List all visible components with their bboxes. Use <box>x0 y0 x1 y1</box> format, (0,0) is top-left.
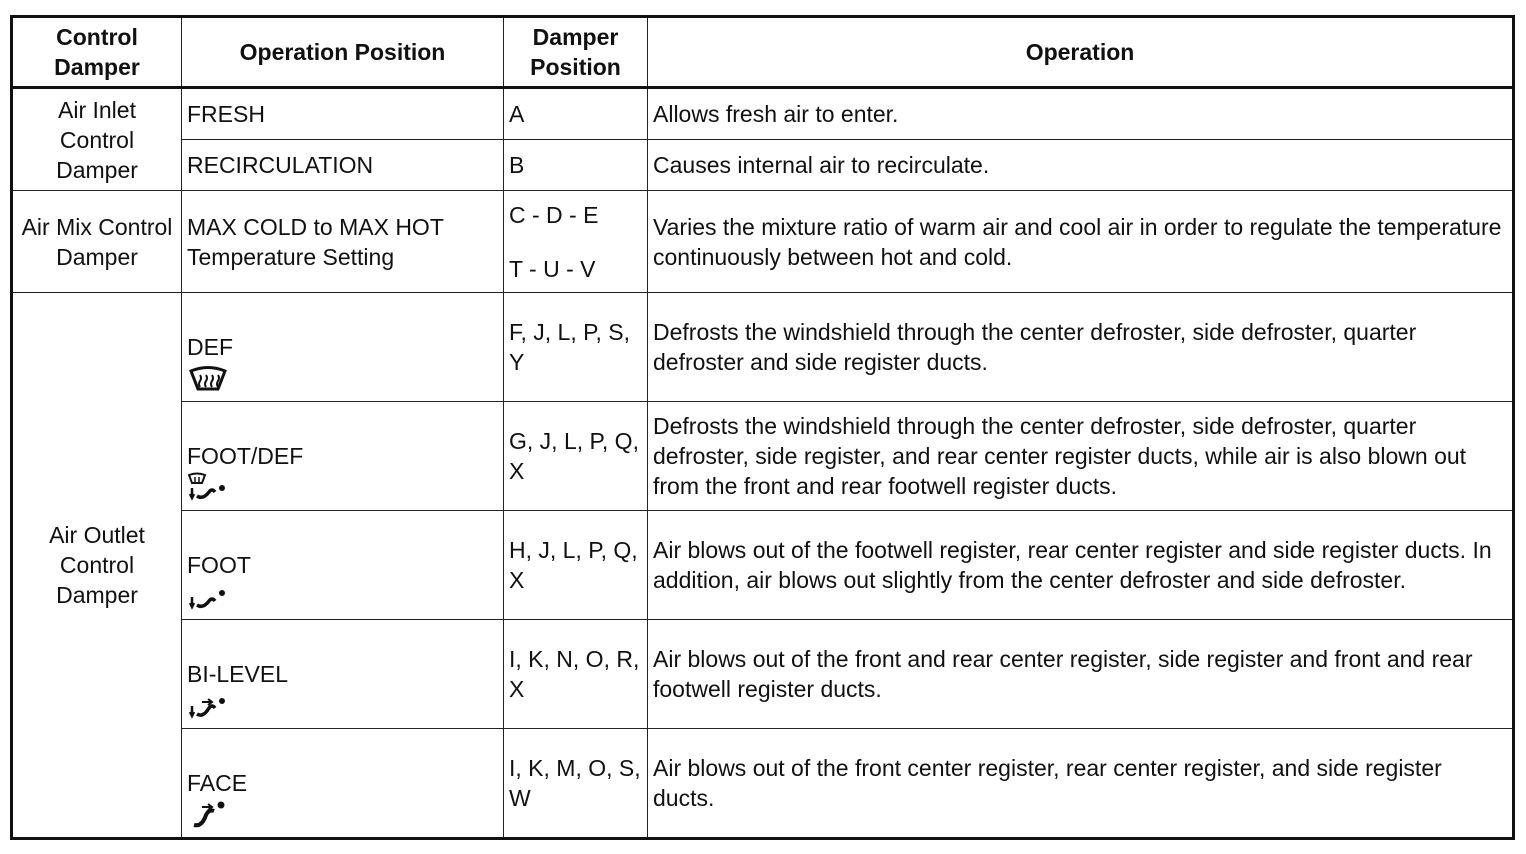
face-icon <box>188 799 228 829</box>
table-row <box>12 293 1514 402</box>
damper-position: A <box>504 88 648 140</box>
header-control-damper: Control Damper <box>12 17 182 88</box>
operation-position: FRESH <box>182 88 504 140</box>
damper-position-bottom: T - U - V <box>509 255 596 282</box>
operation-position-cell <box>182 620 504 729</box>
operation-text: Air blows out of the footwell register, rear center register and side register ducts. In addition, air blows out slightly from the center defroster and side defroster. <box>648 511 1514 620</box>
damper-position: B <box>504 140 648 191</box>
operation-position-cell <box>182 729 504 839</box>
operation-position: FOOT/DEF <box>187 443 304 469</box>
damper-position-cell <box>504 191 648 293</box>
damper-position: I, K, N, O, R, X <box>504 620 648 729</box>
table-row <box>12 191 1514 293</box>
table-row <box>12 140 1514 191</box>
table-row <box>12 88 1514 140</box>
damper-position: G, J, L, P, Q, X <box>504 402 648 511</box>
damper-position: I, K, M, O, S, W <box>504 729 648 839</box>
damper-position: H, J, L, P, Q, X <box>504 511 648 620</box>
table-row <box>12 729 1514 839</box>
group-air-mix: Air Mix Control Damper <box>12 191 182 293</box>
operation-position: MAX COLD to MAX HOT Temperature Setting <box>182 191 504 293</box>
operation-position: BI-LEVEL <box>187 661 288 687</box>
operation-position: FACE <box>187 770 248 796</box>
operation-position: DEF <box>187 334 233 360</box>
operation-position: RECIRCULATION <box>182 140 504 191</box>
bi-level-icon <box>188 694 228 720</box>
foot-defrost-icon <box>188 472 228 502</box>
operation-text: Defrosts the windshield through the center defroster, side defroster, quarter defroster, side register, and rear center register ducts, while air is also blown out from the front and rear footwell register ducts. <box>648 402 1514 511</box>
operation-position-cell <box>182 511 504 620</box>
operation-text: Allows fresh air to enter. <box>648 88 1514 140</box>
table-row <box>12 511 1514 620</box>
operation-position: FOOT <box>187 552 251 578</box>
header-operation: Operation <box>648 17 1514 88</box>
operation-text: Air blows out of the front and rear center register, side register and front and rear footwell register ducts. <box>648 620 1514 729</box>
table-row <box>12 402 1514 511</box>
defrost-icon <box>188 365 228 393</box>
operation-text: Air blows out of the front center register, rear center register, and side register ducts. <box>648 729 1514 839</box>
damper-position-top: C - D - E <box>509 201 599 228</box>
operation-text: Defrosts the windshield through the center defroster, side defroster, quarter defroster and side register ducts. <box>648 293 1514 402</box>
header-damper-position: Damper Position <box>504 17 648 88</box>
operation-text: Varies the mixture ratio of warm air and cool air in order to regulate the temperature continuously between hot and cold. <box>648 191 1514 293</box>
header-row <box>12 17 1514 88</box>
table-row <box>12 620 1514 729</box>
operation-text: Causes internal air to recirculate. <box>648 140 1514 191</box>
operation-position-cell <box>182 293 504 402</box>
operation-position-cell <box>182 402 504 511</box>
damper-position: F, J, L, P, S, Y <box>504 293 648 402</box>
header-operation-position: Operation Position <box>182 17 504 88</box>
group-air-outlet: Air Outlet Control Damper <box>12 293 182 839</box>
foot-icon <box>188 585 228 611</box>
damper-operation-table <box>10 15 1515 840</box>
group-air-inlet: Air Inlet Control Damper <box>12 88 182 191</box>
